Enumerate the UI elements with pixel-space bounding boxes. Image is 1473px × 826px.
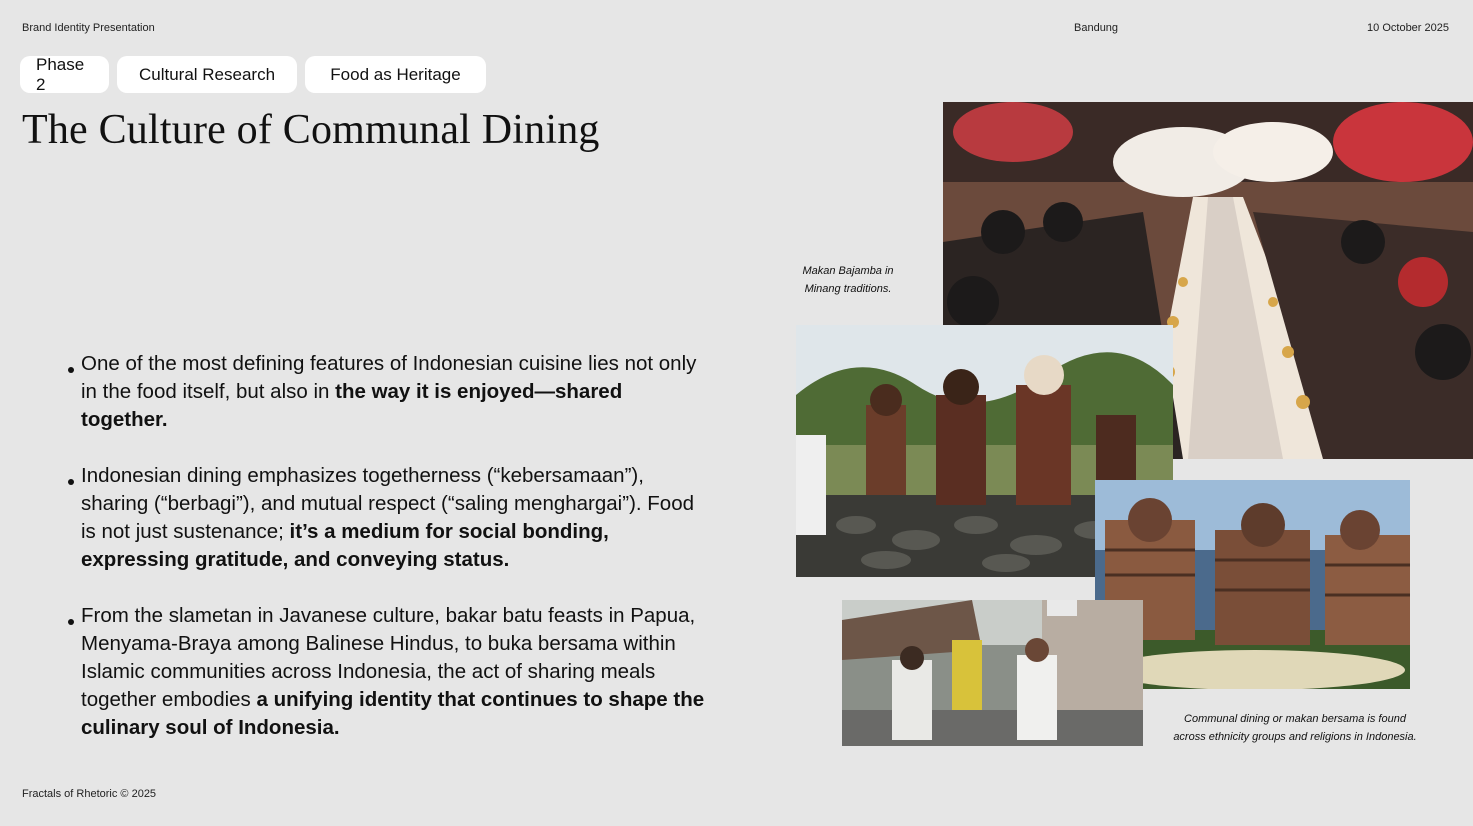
bullet-list [66,350,711,770]
bullet-emphasis: it’s a medium for social bonding, expressing gratitude, and conveying status. [81,520,609,571]
tag-cultural-research[interactable]: Cultural Research [117,56,297,93]
bullet-emphasis: a unifying identity that continues to shape the culinary soul of Indonesia. [81,688,705,739]
bullet-text: Indonesian dining emphasizes togetherness (“kebersamaan”), sharing (“berbagi”), and mutual respect (“saling menghargai”). Food is not just sustenance; [81,464,695,543]
tag-phase[interactable]: Phase 2 [20,56,109,93]
bullet-item [66,350,711,434]
bullet-text: One of the most defining features of Indonesian cuisine lies not only in the food itself, but also in [81,352,697,403]
page-title: The Culture of Communal Dining [22,107,600,153]
bullet-emphasis: the way it is enjoyed—shared together. [81,380,623,431]
footer-copyright: Fractals of Rhetoric © 2025 [22,788,157,800]
caption-bajamba: Makan Bajamba in Minang traditions. [802,265,894,295]
tag-food-heritage[interactable]: Food as Heritage [305,56,486,93]
presentation-label: Brand Identity Presentation [22,22,155,34]
bullet-item [66,462,711,574]
bullet-item [66,602,711,742]
city-label: Bandung [1074,22,1119,34]
tag-row [20,56,486,93]
bullet-text: From the slametan in Javanese culture, bakar batu feasts in Papua, Menyama-Braya among Balinese Hindus, to buka bersama within Islamic communities across Indonesia, the act of sharing meals together embodies [81,604,696,711]
photo-street-sharing [842,600,1143,746]
caption-communal: Communal dining or makan bersama is found across ethnicity groups and religions in Indonesia. [1173,713,1417,743]
date-label: 10 October 2025 [1367,22,1449,34]
